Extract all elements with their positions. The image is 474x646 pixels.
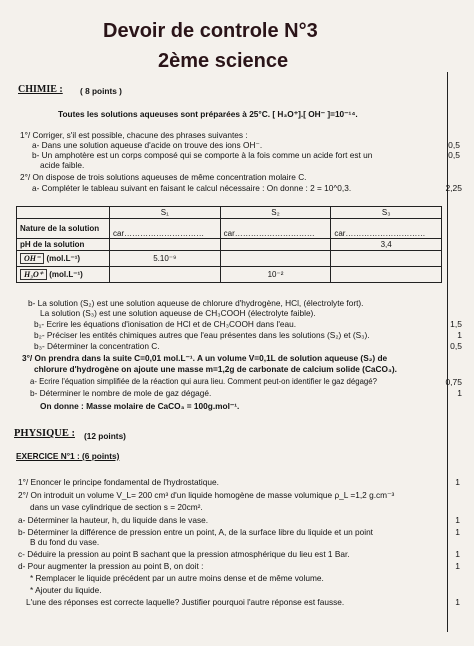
physique-q2: 2°/ On introduit un volume V_L= 200 cm³ d'un liquide homogène de masse volumique ρ_L =1,2 g.cm⁻³ [18,490,395,500]
physique-qd-2: * Ajouter du liquide. [30,585,102,595]
cell-h3o-s3 [331,267,442,283]
h3o-box: H₃O⁺ [20,269,47,280]
cell-oh-s2 [220,251,331,267]
chimie-q3-data: On donne : Masse molaire de CaCO₃ = 100g.mol⁻¹. [40,401,240,411]
chimie-q3b: b- Déterminer le nombre de mole de gaz dégagé. [30,388,212,398]
cell-nature-s3: car………………………… [331,219,442,239]
mark-q1b: 0,5 [448,150,460,160]
physique-qa: a- Déterminer la hauteur, h, du liquide dans le vase. [18,515,209,525]
mark-p3: 1 [455,527,460,537]
mark-p6: 1 [455,597,460,607]
cell-ph-s1 [110,239,221,251]
row-label-oh [17,251,110,267]
chimie-q1a: a- Dans une solution aqueuse d'acide on trouve des ions OH⁻. [32,140,263,150]
mark-p1: 1 [455,477,460,487]
row-label-nature: Nature de la solution [17,219,110,239]
cell-nature-s1: car………………………… [110,219,221,239]
oh-box: OH⁻ [20,253,44,264]
chimie-q1b: b- Un amphotère est un corps composé qui se comporte à la fois comme un acide fort est un [32,150,373,160]
physique-qc: c- Déduire la pression au point B sachant que la pression atmosphérique du lieu est 1 Bar. [18,549,350,559]
chimie-heading: CHIMIE : [18,84,63,95]
row-label-h3o [17,267,110,283]
chimie-q3a: a- Ecrire l'équation simplifiée de la réaction qui aura lieu. Comment peut-on identifier le gaz dégagé? [30,377,377,386]
chimie-q2b1: b₁- Ecrire les équations d'ionisation de HCl et de CH₃COOH dans l'eau. [34,319,297,329]
table-header-s2: S₂ [220,207,331,219]
cell-ph-s3: 3,4 [331,239,442,251]
physique-qd-3: L'une des réponses est correcte laquelle? Justifier pourquoi l'autre réponse est fausse. [26,597,345,607]
table-row-h3o [17,267,442,283]
table-corner [17,207,110,219]
h3o-unit: (mol.L⁻¹) [49,270,83,279]
chimie-q2b-2: La solution (S₃) est une solution aqueuse de CH₃COOH (électrolyte faible). [40,308,316,318]
oh-unit: (mol.L⁻¹) [46,254,81,263]
row-label-ph: pH de la solution [17,239,110,251]
physique-qd-1: * Remplacer le liquide précédent par un autre moins dense et de même volume. [30,573,324,583]
cell-oh-s1: 5.10⁻⁹ [110,251,221,267]
chimie-q2b3: b₃- Déterminer la concentration C. [34,341,160,351]
table-row-ph [17,239,442,251]
mark-p4: 1 [455,549,460,559]
table-header-row [17,207,442,219]
mark-q3a: 0,75 [445,377,462,387]
chimie-q2b2: b₂- Préciser les entités chimiques autres que l'eau présentes dans les solutions (S₂) et (S₃). [34,330,370,340]
cell-h3o-s2: 10⁻² [220,267,331,283]
chimie-q1: 1°/ Corriger, s'il est possible, chacune des phrases suivantes : [20,130,248,140]
exam-title: Devoir de controle N°3 [103,20,318,42]
cell-nature-s2: car………………………… [220,219,331,239]
mark-p2: 1 [455,515,460,525]
mark-q3b: 1 [457,388,462,398]
exercice1-heading: EXERCICE N°1 : (6 points) [16,451,120,461]
mark-q2b1: 1,5 [450,319,462,329]
chimie-q2b: b- La solution (S₂) est une solution aqueuse de chlorure d'hydrogène, HCl, (électrolyte fort). [28,298,364,308]
physique-q2-2: dans un vase cylindrique de section s = 20cm². [30,502,203,512]
physique-heading: PHYSIQUE : [14,428,75,439]
physique-q1: 1°/ Enoncer le principe fondamental de l'hydrostatique. [18,477,219,487]
table-header-s1: S₁ [110,207,221,219]
mark-q2a: 2,25 [445,183,462,193]
chimie-q3: 3°/ On prendra dans la suite C=0,01 mol.L⁻¹. A un volume V=0,1L de solution aqueuse (S₂) de [22,353,388,363]
physique-points: (12 points) [84,431,126,441]
chimie-points: ( 8 points ) [80,86,122,96]
chimie-intro: Toutes les solutions aqueuses sont préparées à 25°C. [ H₃O⁺].[ OH⁻ ]=10⁻¹⁴. [58,109,358,119]
mark-p5: 1 [455,561,460,571]
mark-q2b3: 0,5 [450,341,462,351]
solutions-table [16,206,442,283]
table-row-nature [17,219,442,239]
physique-qd: d- Pour augmenter la pression au point B, on doit : [18,561,204,571]
chimie-q3-2: chlorure d'hydrogène on ajoute une masse m=1,2g de carbonate de calcium solide (CaCO₃). [34,364,397,374]
exam-subtitle: 2ème science [158,50,289,72]
cell-h3o-s1 [110,267,221,283]
chimie-q2: 2°/ On dispose de trois solutions aqueuses de même concentration molaire C. [20,172,307,182]
physique-qb: b- Déterminer la différence de pression entre un point, A, de la surface libre du liquide et un point [18,527,373,537]
mark-q1a: 0,5 [448,140,460,150]
mark-q2b2: 1 [457,330,462,340]
table-header-s3: S₃ [331,207,442,219]
cell-oh-s3 [331,251,442,267]
cell-ph-s2 [220,239,331,251]
chimie-q1b-cont: acide faible. [40,160,85,170]
table-row-oh [17,251,442,267]
chimie-q2a: a- Compléter le tableau suivant en faisant le calcul nécessaire : On donne : 2 = 10^0,3. [32,183,352,193]
physique-qb-2: B du fond du vase. [30,537,100,547]
